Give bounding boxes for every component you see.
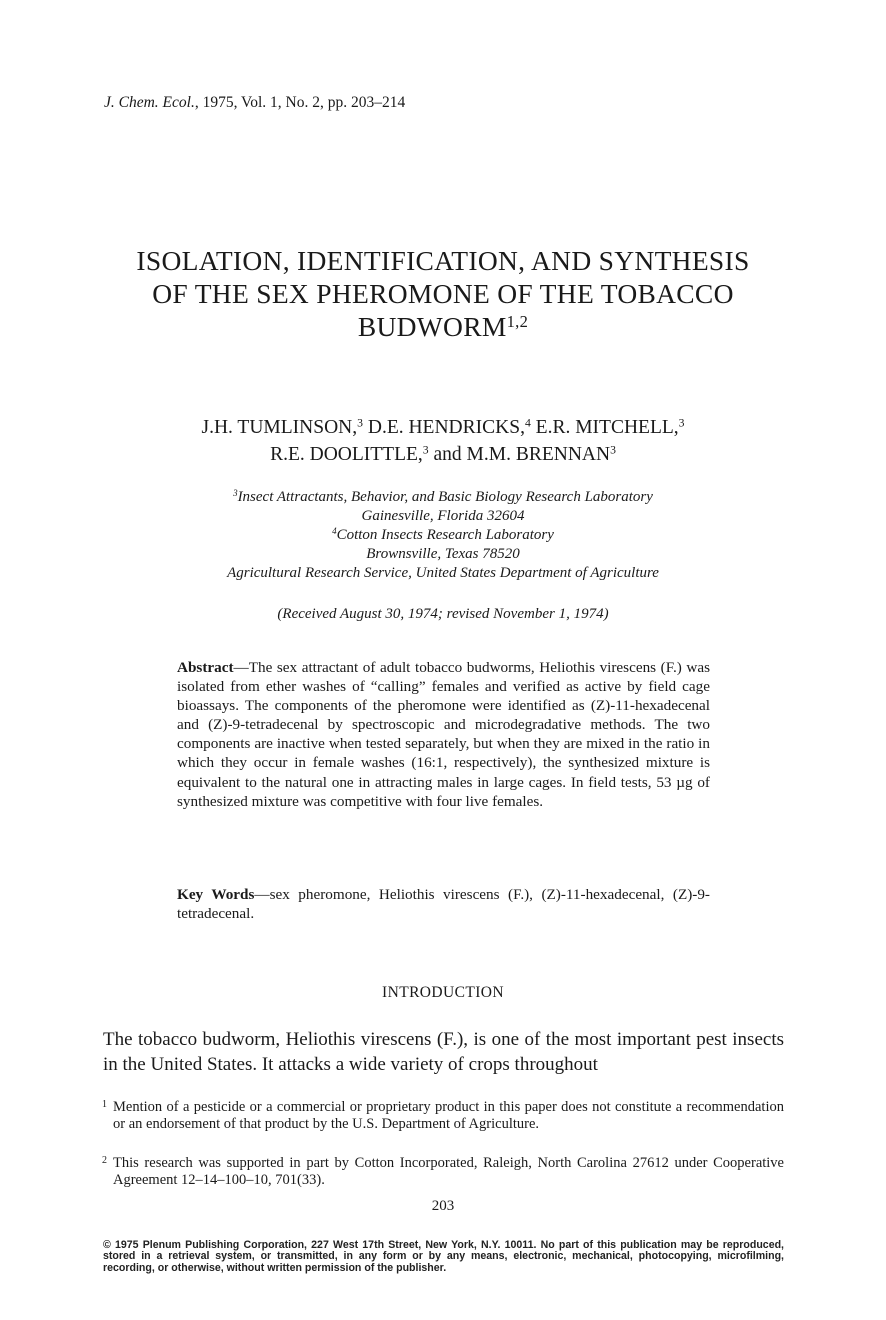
keywords-label: Key Words bbox=[177, 886, 255, 903]
author-3: E.R. MITCHELL, bbox=[530, 417, 679, 438]
copyright-notice: © 1975 Plenum Publishing Corporation, 227 West 17th Street, New York, N.Y. 10011. No part of this publication may be reproduced, stored in a retrieval system, or transmitted, in any form or by any means, electronic, mechanical, photocopying, microfilming, recording, or otherwise, without written permission of the publisher. bbox=[103, 1239, 784, 1274]
affiliations bbox=[0, 488, 886, 583]
footnote-1-text: Mention of a pesticide or a commercial or proprietary product in this paper does not constitute a recommendation or an endorsement of that product by the U.S. Department of Agriculture. bbox=[113, 1099, 784, 1132]
author-2-affil: 4 bbox=[524, 416, 531, 430]
received-dates: (Received August 30, 1974; revised November 1, 1974) bbox=[277, 606, 609, 622]
agency: Agricultural Research Service, United States Department of Agriculture bbox=[227, 565, 659, 581]
section-heading: INTRODUCTION bbox=[382, 984, 504, 1001]
title-line-1: ISOLATION, IDENTIFICATION, AND SYNTHESIS bbox=[136, 245, 750, 276]
author-3-affil: 3 bbox=[678, 416, 685, 430]
paper-title bbox=[0, 244, 886, 343]
title-line-3-text: BUDWORM bbox=[357, 311, 507, 342]
affiliation-2 bbox=[0, 526, 886, 545]
keywords bbox=[177, 885, 710, 923]
author-line-1 bbox=[0, 414, 886, 441]
journal-name: J. Chem. Ecol. bbox=[104, 94, 195, 111]
affiliation-2-name: Cotton Insects Research Laboratory bbox=[336, 527, 554, 543]
author-5-affil: 3 bbox=[610, 443, 616, 457]
author-list bbox=[0, 414, 886, 468]
author-2: D.E. HENDRICKS, bbox=[362, 417, 525, 438]
footnote-2-text: This research was supported in part by Cotton Incorporated, Raleigh, North Carolina 27612 under Cooperative Agreement 12–14–100–10, 701(33). bbox=[113, 1155, 784, 1188]
journal-citation bbox=[104, 94, 405, 112]
abstract-label: Abstract bbox=[177, 659, 234, 676]
footnote-1 bbox=[103, 1099, 784, 1133]
keywords-text: —sex pheromone, Heliothis virescens (F.), (Z)-11-hexadecenal, (Z)-9-tetradecenal. bbox=[177, 886, 710, 923]
abstract-text: —The sex attractant of adult tobacco budworms, Heliothis virescens (F.) was isolated from ether washes of “calling” females and verified as active by field cage bioassays. The components of the pheromone were identified as (Z)-11-hexadecenal and (Z)-9-tetradecenal by spectroscopic and microdegradative methods. The two components are inactive when tested separately, but when they are mixed in the ratio in which they occur in female washes (16:1, respectively), the synthesized mixture is equivalent to the natural one in attracting males in large cages. In field tests, 53 µg of synthesized mixture was competitive with four live females. bbox=[177, 659, 710, 810]
abstract bbox=[177, 658, 710, 811]
affiliation-2-place: Brownsville, Texas 78520 bbox=[366, 546, 520, 562]
title-line-2: OF THE SEX PHEROMONE OF THE TOBACCO bbox=[152, 278, 734, 309]
journal-details: , 1975, Vol. 1, No. 2, pp. 203–214 bbox=[194, 94, 406, 111]
author-1: J.H. TUMLINSON, bbox=[201, 417, 358, 438]
author-line-2 bbox=[0, 441, 886, 468]
author-4: R.E. DOOLITTLE, bbox=[270, 444, 423, 465]
footnote-2-mark: 2 bbox=[102, 1155, 107, 1166]
footnote-2 bbox=[103, 1155, 784, 1189]
affiliation-1 bbox=[0, 488, 886, 507]
author-5: and M.M. BRENNAN bbox=[428, 444, 611, 465]
affiliation-1-name: Insect Attractants, Behavior, and Basic Biology Research Laboratory bbox=[237, 489, 653, 505]
title-line-3 bbox=[0, 310, 886, 343]
title-footnote-marks: 1,2 bbox=[506, 311, 529, 331]
author-4-affil: 3 bbox=[422, 443, 429, 457]
page-number: 203 bbox=[431, 1198, 455, 1214]
author-1-affil: 3 bbox=[357, 416, 363, 430]
footnote-1-mark: 1 bbox=[102, 1099, 107, 1110]
affiliation-1-place: Gainesville, Florida 32604 bbox=[361, 508, 525, 524]
intro-paragraph: The tobacco budworm, Heliothis virescens (F.), is one of the most important pest insects in the United States. It attacks a wide variety of crops throughout bbox=[103, 1029, 784, 1075]
affiliation-1-mark: 3 bbox=[233, 488, 238, 499]
affiliation-2-mark: 4 bbox=[332, 526, 337, 537]
